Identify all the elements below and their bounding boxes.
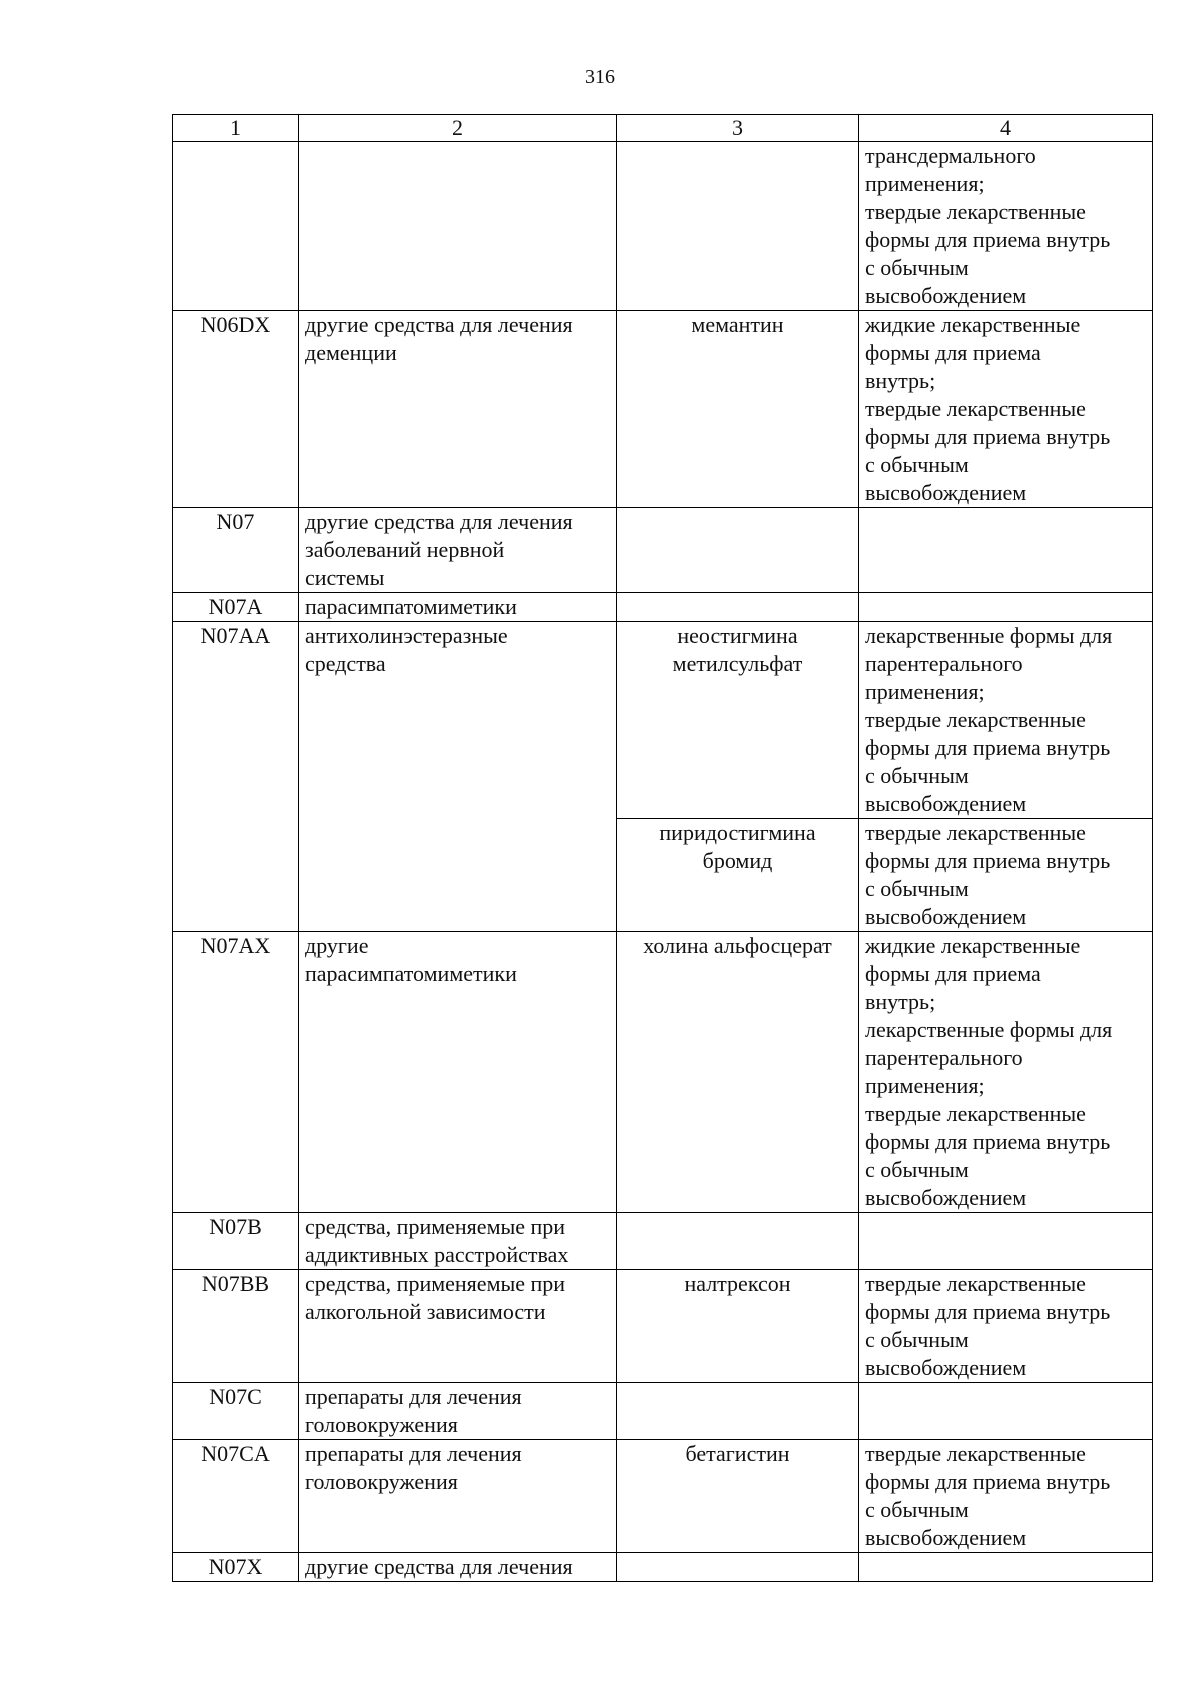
dosage-forms-cell xyxy=(859,593,1153,622)
table-row xyxy=(173,622,1153,819)
table-row xyxy=(173,311,1153,508)
group-cell: препараты для лечения головокружения xyxy=(299,1383,617,1440)
group-cell: другие средства для лечения xyxy=(299,1553,617,1582)
table-row xyxy=(173,1553,1153,1582)
atc-code-cell: N07B xyxy=(173,1213,299,1270)
table-row xyxy=(173,932,1153,1213)
table-row xyxy=(173,1270,1153,1383)
group-cell: другие средства для лечения заболеваний нервной системы xyxy=(299,508,617,593)
atc-code-cell: N07BB xyxy=(173,1270,299,1383)
inn-cell: холина альфосцерат xyxy=(617,932,859,1213)
dosage-forms-cell xyxy=(859,1213,1153,1270)
atc-code-cell: N07AX xyxy=(173,932,299,1213)
inn-cell: налтрексон xyxy=(617,1270,859,1383)
table-row xyxy=(173,508,1153,593)
page-number: 316 xyxy=(585,66,615,88)
dosage-forms-cell: твердые лекарственные формы для приема внутрь с обычным высвобождением xyxy=(859,819,1153,932)
dosage-forms-cell xyxy=(859,508,1153,593)
inn-cell xyxy=(617,1383,859,1440)
drug-table xyxy=(172,114,1153,1582)
table-row xyxy=(173,1383,1153,1440)
atc-code-cell: N07AA xyxy=(173,622,299,932)
table-header-row xyxy=(173,115,1153,142)
dosage-forms-cell: лекарственные формы для парентерального применения; твердые лекарственные формы для приема внутрь с обычным высвобождением xyxy=(859,622,1153,819)
column-header-4: 4 xyxy=(859,115,1153,142)
table-row xyxy=(173,142,1153,311)
atc-code-cell: N07A xyxy=(173,593,299,622)
group-cell xyxy=(299,142,617,311)
group-cell: средства, применяемые при аддиктивных расстройствах xyxy=(299,1213,617,1270)
atc-code-cell: N07CA xyxy=(173,1440,299,1553)
group-cell: парасимпатомиметики xyxy=(299,593,617,622)
group-cell: другие парасимпатомиметики xyxy=(299,932,617,1213)
inn-cell: пиридостигмина бромид xyxy=(617,819,859,932)
dosage-forms-cell: твердые лекарственные формы для приема внутрь с обычным высвобождением xyxy=(859,1440,1153,1553)
column-header-2: 2 xyxy=(299,115,617,142)
column-header-1: 1 xyxy=(173,115,299,142)
atc-code-cell: N07C xyxy=(173,1383,299,1440)
table-row xyxy=(173,593,1153,622)
inn-cell xyxy=(617,1213,859,1270)
inn-cell xyxy=(617,508,859,593)
table-row xyxy=(173,1440,1153,1553)
inn-cell xyxy=(617,593,859,622)
atc-code-cell: N07X xyxy=(173,1553,299,1582)
inn-cell: бетагистин xyxy=(617,1440,859,1553)
dosage-forms-cell xyxy=(859,1383,1153,1440)
dosage-forms-cell: твердые лекарственные формы для приема внутрь с обычным высвобождением xyxy=(859,1270,1153,1383)
dosage-forms-cell: жидкие лекарственные формы для приема внутрь; лекарственные формы для парентерального применения; твердые лекарственные формы для приема внутрь с обычным высвобождением xyxy=(859,932,1153,1213)
group-cell: средства, применяемые при алкогольной зависимости xyxy=(299,1270,617,1383)
atc-code-cell: N07 xyxy=(173,508,299,593)
inn-cell: неостигмина метилсульфат xyxy=(617,622,859,819)
inn-cell: мемантин xyxy=(617,311,859,508)
atc-code-cell xyxy=(173,142,299,311)
dosage-forms-cell: жидкие лекарственные формы для приема внутрь; твердые лекарственные формы для приема внутрь с обычным высвобождением xyxy=(859,311,1153,508)
table-row xyxy=(173,1213,1153,1270)
group-cell: препараты для лечения головокружения xyxy=(299,1440,617,1553)
group-cell: антихолинэстеразные средства xyxy=(299,622,617,932)
column-header-3: 3 xyxy=(617,115,859,142)
atc-code-cell: N06DX xyxy=(173,311,299,508)
dosage-forms-cell: трансдермального применения; твердые лекарственные формы для приема внутрь с обычным высвобождением xyxy=(859,142,1153,311)
inn-cell xyxy=(617,142,859,311)
inn-cell xyxy=(617,1553,859,1582)
dosage-forms-cell xyxy=(859,1553,1153,1582)
group-cell: другие средства для лечения деменции xyxy=(299,311,617,508)
